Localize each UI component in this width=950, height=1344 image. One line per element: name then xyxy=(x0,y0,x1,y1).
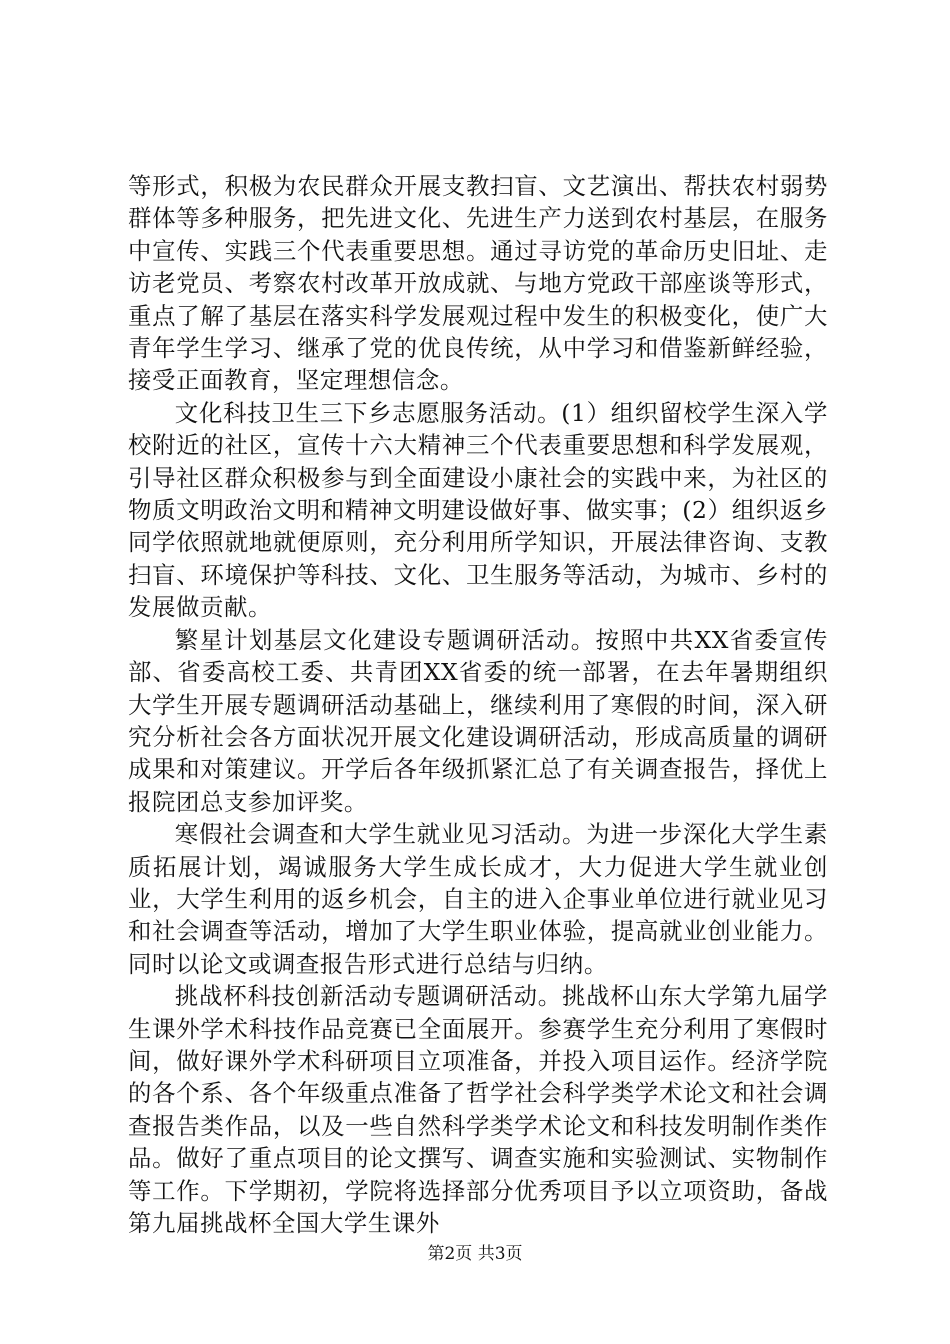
document-body xyxy=(128,170,828,1239)
paragraph-continuation: 等形式，积极为农民群众开展支教扫盲、文艺演出、帮扶农村弱势群体等多种服务，把先进文化、先进生产力送到农村基层，在服务中宣传、实践三个代表重要思想。通过寻访党的革命历史旧址、走访老党员、考察农村改革开放成就、与地方党政干部座谈等形式，重点了解了基层在落实科学发展观过程中发生的积极变化，使广大青年学生学习、继承了党的优良传统，从中学习和借鉴新鲜经验，接受正面教育，坚定理想信念。 xyxy=(128,172,828,395)
paragraph-challenge-cup: 挑战杯科技创新活动专题调研活动。挑战杯山东大学第九届学生课外学术科技作品竞赛已全面展开。参赛学生充分利用了寒假时间，做好课外学术科研项目立项准备，并投入项目运作。经济学院的各个系、各个年级重点准备了哲学社会科学类学术论文和社会调查报告类作品，以及一些自然科学类学术论文和科技发明制作类作品。做好了重点项目的论文撰写、调查实施和实验测试、实物制作等工作。下学期初，学院将选择部分优秀项目予以立项资助，备战第九届挑战杯全国大学生课外 xyxy=(128,982,828,1237)
paragraph-three-rural-activities: 文化科技卫生三下乡志愿服务活动。(1）组织留校学生深入学校附近的社区，宣传十六大精神三个代表重要思想和科学发展观，引导社区群众积极参与到全面建设小康社会的实践中来，为社区的物质文明政治文明和精神文明建设做好事、做实事；(2）组织返乡同学依照就地就便原则，充分利用所学知识，开展法律咨询、支教扫盲、环境保护等科技、文化、卫生服务等活动，为城市、乡村的发展做贡献。 xyxy=(128,398,828,622)
paragraph-star-plan-research: 繁星计划基层文化建设专题调研活动。按照中共XX省委宣传部、省委高校工委、共青团XX省委的统一部署，在去年暑期组织大学生开展专题调研活动基础上，继续利用了寒假的时间，深入研究分析社会各方面状况开展文化建设调研活动，形成高质量的调研成果和对策建议。开学后各年级抓紧汇总了有关调查报告，择优上报院团总支参加评奖。 xyxy=(128,625,828,816)
paragraph-winter-survey-internship: 寒假社会调查和大学生就业见习活动。为进一步深化大学生素质拓展计划，竭诚服务大学生成长成才，大力促进大学生就业创业，大学生利用的返乡机会，自主的进入企事业单位进行就业见习和社会调查等活动，增加了大学生职业体验，提高就业创业能力。同时以论文或调查报告形式进行总结与归纳。 xyxy=(128,820,828,978)
page-footer: 第2页 共3页 xyxy=(427,1244,523,1264)
